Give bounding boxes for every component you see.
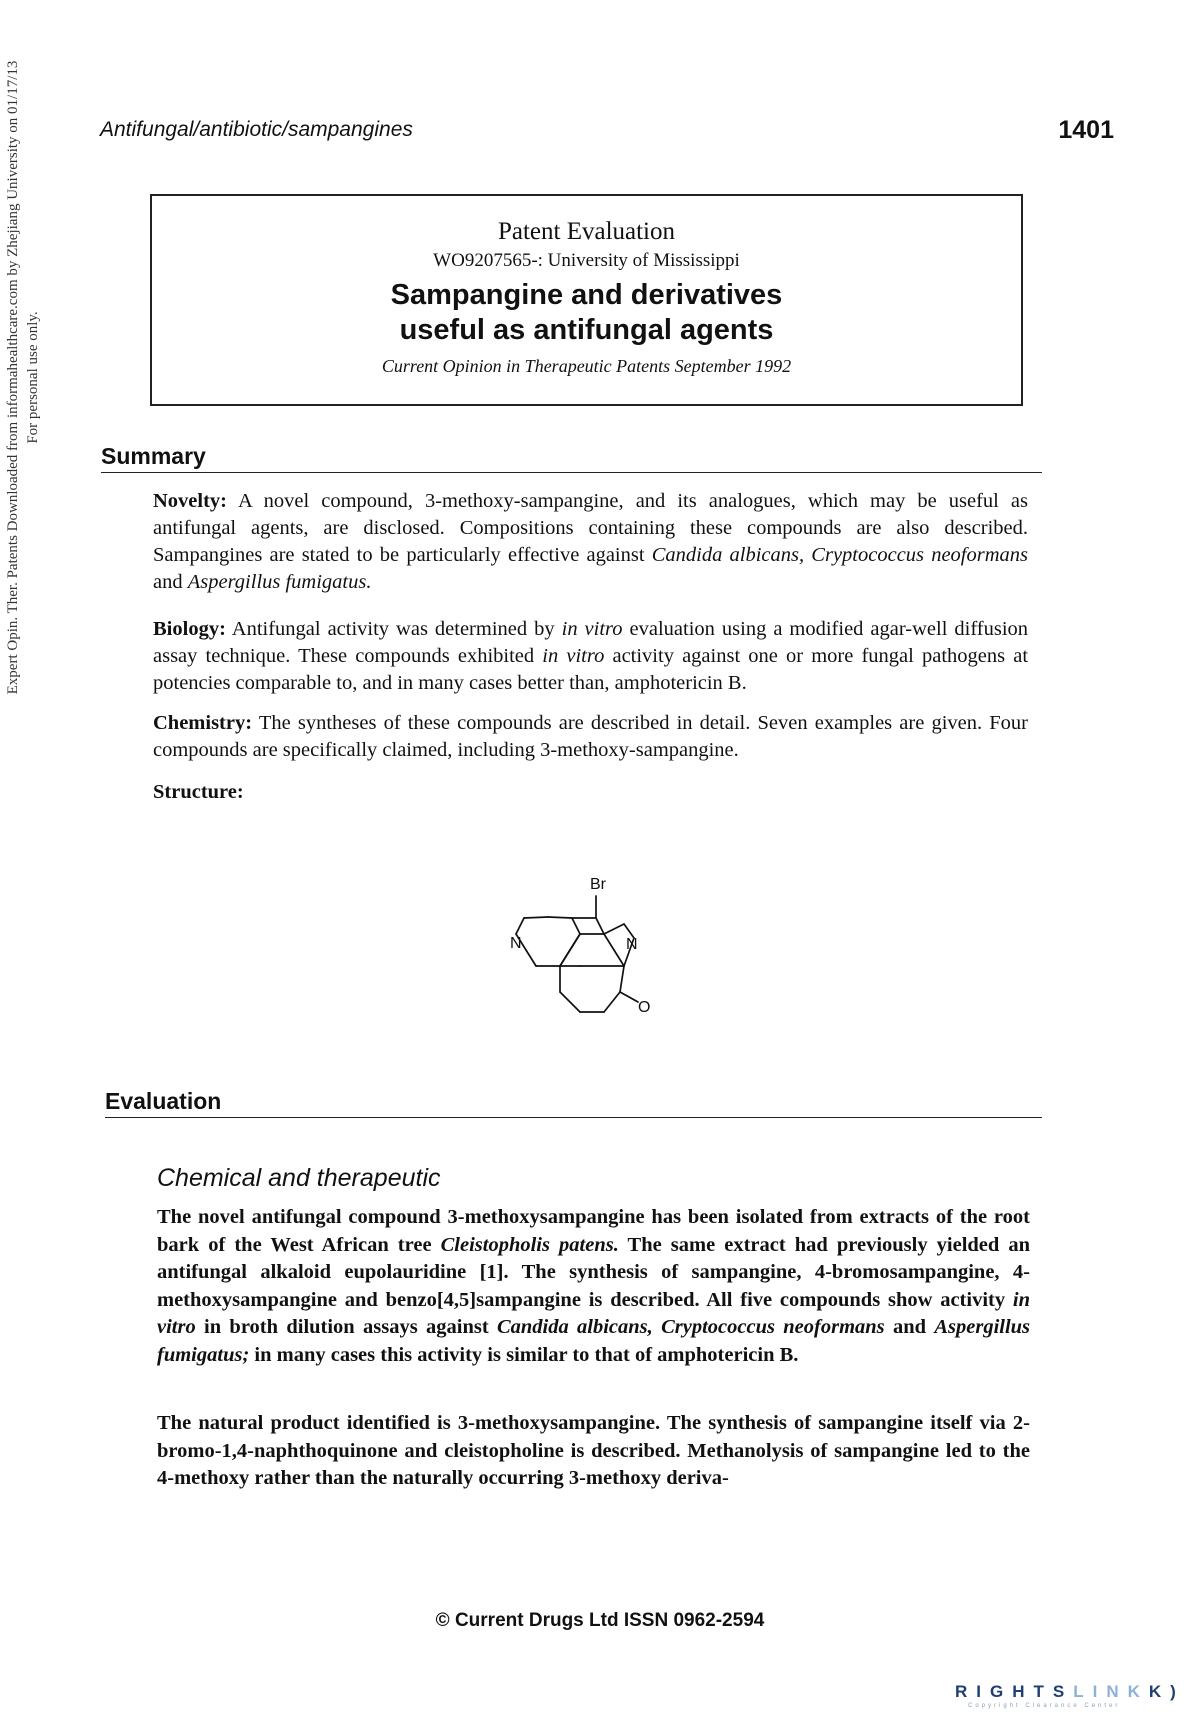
atom-n-left: N [510, 935, 522, 952]
atom-br: Br [590, 876, 606, 893]
summary-rule [101, 472, 1042, 473]
eval-p1-in-vitro: in vitro [157, 1288, 1030, 1338]
rightslink-light: LINK [1073, 1682, 1149, 1701]
biology-text-2: evaluation using a modified agar-well diffusion assay technique. These compounds exhibited [153, 618, 1029, 667]
bond [604, 992, 620, 1012]
side-note-line2: For personal use only. [25, 311, 41, 444]
bond [560, 992, 580, 1012]
structure-label-paragraph [153, 779, 1028, 806]
bond [604, 934, 624, 966]
page-number: 1401 [1058, 116, 1114, 144]
evaluation-type: Patent Evaluation [497, 218, 676, 245]
eval-p1-text-b: The same extract had previously yielded an antifungal alkaloid eupolauridine [1]. The synthesis of sampangine, 4-bromosampangine, 4-methoxysampangine and benzo[4,5]sampangine is described. All five compounds show activity [157, 1233, 1030, 1311]
rightslink-logo [955, 1682, 1185, 1702]
bond [516, 918, 524, 934]
summary-heading: Summary [101, 443, 206, 469]
rightslink-arrow: K) [1148, 1682, 1185, 1701]
evaluation-rule [105, 1117, 1042, 1118]
atom-n-right: N [626, 936, 638, 953]
patent-id: WO9207565-: University of Mississippi [433, 250, 740, 271]
title-box [150, 194, 1023, 406]
eval-p1-species-2: Candida albicans, Cryptococcus neoformans [496, 1316, 885, 1338]
eval-p1-species-1: Cleistopholis patens. [440, 1233, 619, 1256]
evaluation-paragraph-1 [157, 1204, 1030, 1369]
novelty-label: Novelty: [153, 490, 228, 512]
eval-p1-and: and [892, 1316, 927, 1338]
bond [620, 992, 638, 1002]
eval-p1-species-3: Aspergillus fumigatus; [157, 1316, 1031, 1366]
title-line1: Sampangine and derivatives [390, 279, 783, 311]
biology-text-3: activity against one or more fungal pathogens at potencies comparable to, and in many cases better than, amphotericin B. [153, 645, 1029, 694]
biology-in-vitro-1: in vitro [561, 618, 623, 640]
chemistry-paragraph [153, 710, 1028, 764]
novelty-species-1: Candida albicans, Cryptococcus neoformans [651, 544, 1028, 566]
bond [620, 966, 624, 992]
article-title [152, 278, 1021, 348]
rightslink-subtitle: Copyright Clearance Center [968, 1703, 1121, 1709]
side-note-line1: Expert Opin. Ther. Patents Downloaded from informahealthcare.com by Zhejiang University on 01/17/13 [5, 60, 21, 695]
novelty-text: A novel compound, 3-methoxy-sampangine, and its analogues, which may be useful as antifungal agents, are disclosed. Compositions containing these compounds are also described. Sampangines are stated to be particularly effective against [153, 490, 1028, 566]
structure-label: Structure: [153, 781, 244, 803]
novelty-paragraph [153, 488, 1028, 596]
bond [572, 918, 580, 934]
bond [560, 934, 580, 966]
eval-p1-text-d: in many cases this activity is similar to that of amphotericin B. [254, 1343, 799, 1366]
title-line2: useful as antifungal agents [399, 314, 774, 346]
biology-text-1: Antifungal activity was determined by [231, 618, 555, 640]
copyright-footer: © Current Drugs Ltd ISSN 0962-2594 [435, 1610, 765, 1631]
chemistry-label: Chemistry: [153, 712, 253, 734]
biology-in-vitro-2: in vitro [542, 645, 605, 667]
bond [548, 917, 572, 918]
evaluation-heading: Evaluation [105, 1088, 222, 1114]
novelty-species-2: Aspergillus fumigatus. [187, 571, 372, 593]
chemical-therapeutic-subheading: Chemical and therapeutic [157, 1164, 441, 1192]
atom-o: O [638, 999, 651, 1016]
chemistry-text: The syntheses of these compounds are described in detail. Seven examples are given. Four compounds are specifically claimed, including 3-methoxy-sampangine. [153, 712, 1028, 761]
eval-p1-text-c: in broth dilution assays against [204, 1316, 489, 1338]
evaluation-paragraph-2: The natural product identified is 3-methoxysampangine. The synthesis of sampangine itself via 2-bromo-1,4-naphthoquinone and cleistopholine is described. Methanolysis of sampangine led to the 4-methoxy rather than the naturally occurring 3-methoxy deriva- [157, 1412, 1030, 1489]
biology-paragraph [153, 616, 1028, 697]
running-head: Antifungal/antibiotic/sampangines [100, 118, 413, 141]
bond [524, 917, 548, 918]
novelty-and: and [153, 571, 183, 593]
download-side-note [0, 0, 60, 1240]
eval-p1-text-a: The novel antifungal compound 3-methoxysampangine has been isolated from extracts of the root bark of the West African tree [157, 1206, 1030, 1256]
journal-source: Current Opinion in Therapeutic Patents September 1992 [381, 356, 792, 376]
bond [604, 924, 624, 934]
bond [596, 918, 604, 934]
biology-label: Biology: [153, 618, 226, 640]
sampangine-structure [500, 816, 660, 1031]
rightslink-dark: RIGHTS [955, 1682, 1074, 1701]
